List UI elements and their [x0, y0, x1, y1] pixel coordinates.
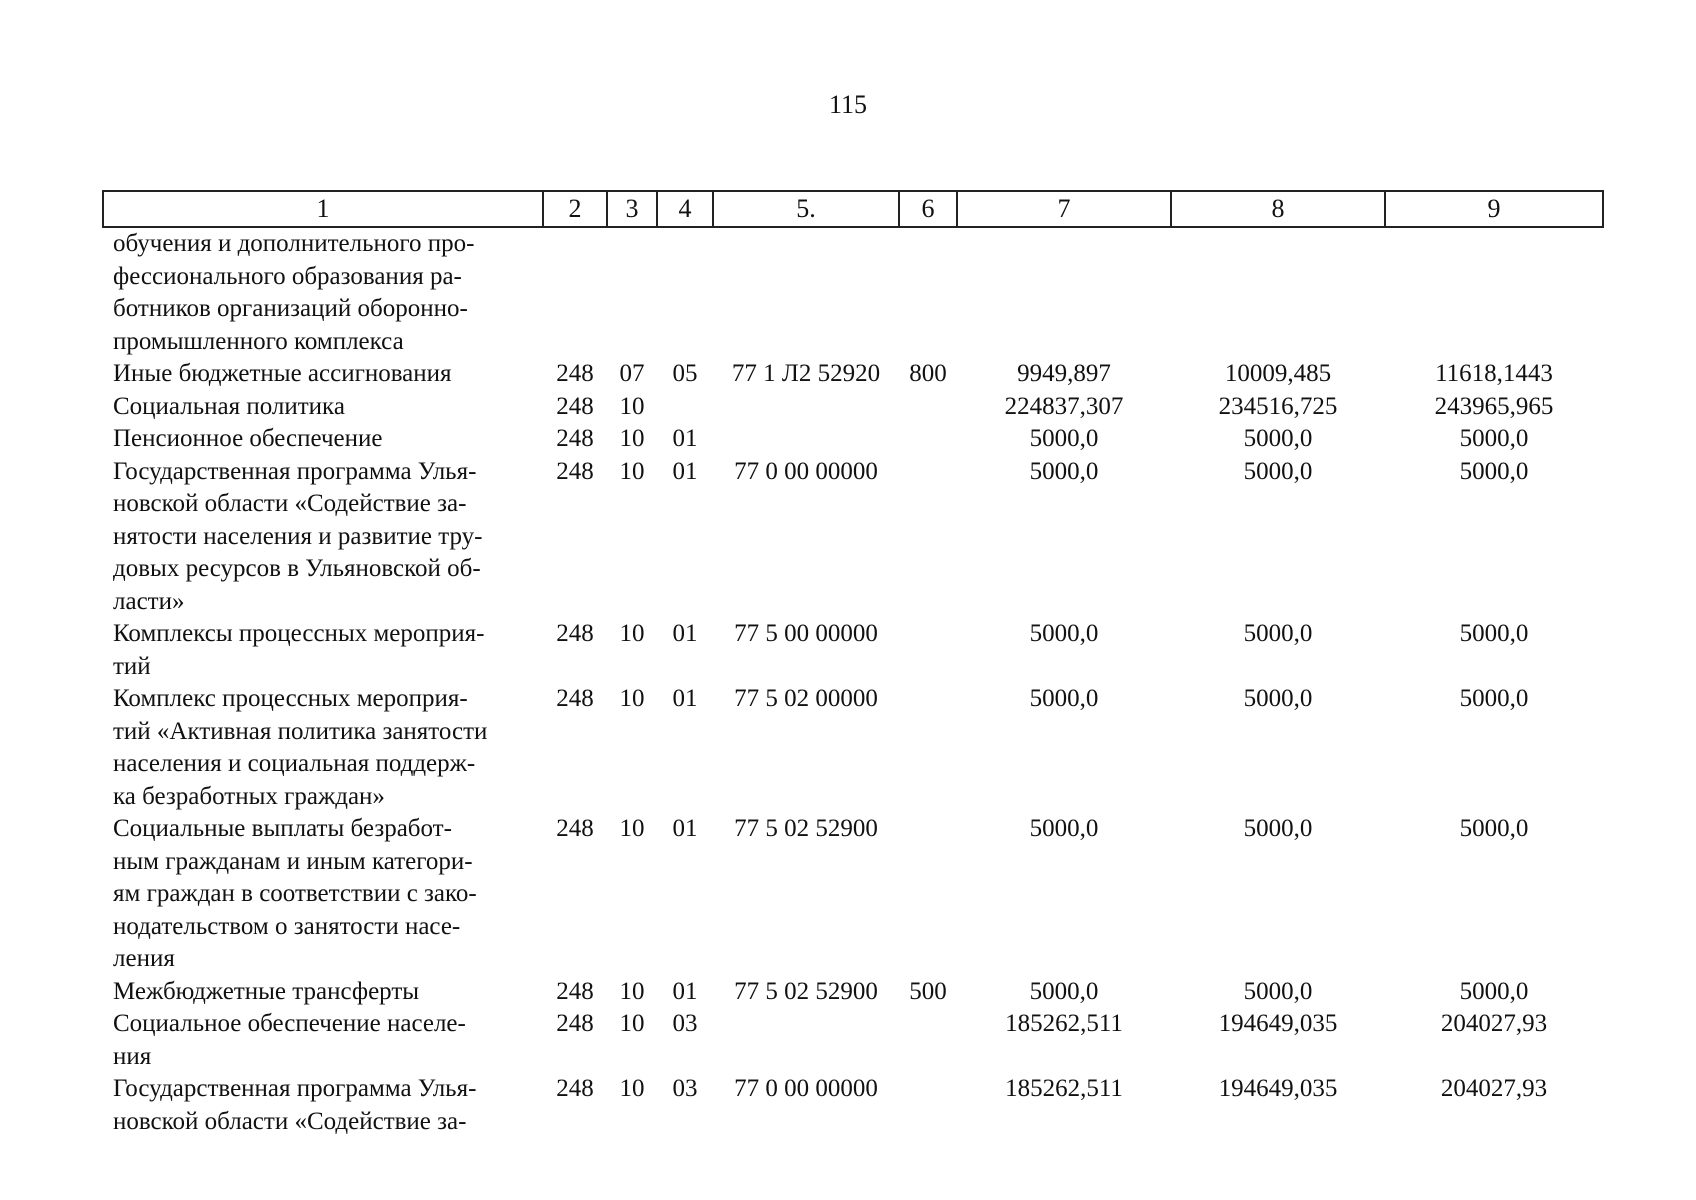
- table-row: [103, 683, 1603, 813]
- row-name-line: тий «Активная политика занятости: [113, 717, 488, 745]
- ministry-code-cell: 248: [556, 392, 594, 420]
- amount-col7-cell: 224837,307: [1004, 392, 1124, 420]
- table-row: [103, 456, 1603, 619]
- expense-type-cell: [899, 423, 957, 456]
- amount-col9-cell: 204027,93: [1440, 1075, 1548, 1102]
- section-code-cell: 10: [619, 977, 645, 1005]
- amount-col9-cell: 5000,0: [1459, 425, 1529, 452]
- amount-col7-cell: 5000,0: [1029, 685, 1099, 712]
- subsection-code-cell: 01: [672, 685, 698, 712]
- section-code-cell: [607, 227, 657, 358]
- table-row: [103, 1073, 1603, 1138]
- expense-type-cell: 500: [909, 977, 947, 1005]
- section-code-cell: 10: [619, 392, 645, 420]
- section-code-cell: 10: [619, 1075, 645, 1102]
- amount-col8-cell: 5000,0: [1243, 685, 1313, 712]
- header-col-3: 3: [607, 191, 657, 227]
- row-name-line: обучения и дополнительного про-: [113, 230, 475, 257]
- row-name-cell: [103, 1008, 543, 1073]
- subsection-code-cell: 03: [672, 1010, 698, 1037]
- row-name-line: Межбюджетные трансферты: [113, 977, 420, 1005]
- row-name-cell: [103, 813, 543, 976]
- row-name-cell: [103, 683, 543, 813]
- target-article-cell: [713, 227, 899, 358]
- section-code-cell: 10: [619, 815, 645, 842]
- subsection-code-cell: 05: [672, 360, 698, 387]
- subsection-code-cell: 01: [672, 815, 698, 842]
- expense-type-cell: [899, 1073, 957, 1138]
- target-article-cell: [713, 1008, 899, 1073]
- amount-col9-cell: 11618,1443: [1435, 360, 1553, 387]
- row-name-line: Государственная программа Улья-: [113, 457, 477, 485]
- expense-type-cell: [899, 1008, 957, 1073]
- expense-type-cell: [899, 456, 957, 619]
- amount-col8-cell: 194649,035: [1218, 1010, 1338, 1037]
- row-name-line: населения и социальная поддерж-: [113, 750, 476, 777]
- table-row: [103, 618, 1603, 683]
- section-code-cell: 07: [619, 360, 645, 387]
- target-article-cell: 77 5 02 00000: [734, 685, 878, 712]
- amount-col9-cell: 5000,0: [1459, 620, 1529, 647]
- amount-col7-cell: 5000,0: [1029, 457, 1099, 485]
- row-name-line: ным гражданам и иным категори-: [113, 847, 473, 875]
- row-name-line: новской области «Содействие за-: [113, 490, 467, 517]
- header-col-7: 7: [957, 191, 1171, 227]
- header-col-4: 4: [657, 191, 713, 227]
- ministry-code-cell: 248: [556, 620, 594, 647]
- row-name-cell: [103, 1073, 543, 1138]
- amount-col7-cell: 9949,897: [1017, 360, 1111, 387]
- table-row: [103, 227, 1603, 358]
- row-name-cell: [103, 618, 543, 683]
- subsection-code-cell: [657, 227, 713, 358]
- subsection-code-cell: 03: [672, 1075, 698, 1102]
- table-row: [103, 423, 1603, 456]
- target-article-cell: [713, 391, 899, 424]
- section-code-cell: 10: [619, 457, 645, 485]
- row-name-line: Социальные выплаты безработ-: [113, 815, 452, 842]
- budget-table: [102, 190, 1602, 1138]
- header-col-8: 8: [1171, 191, 1385, 227]
- row-name-line: фессионального образования ра-: [113, 262, 462, 290]
- ministry-code-cell: 248: [556, 425, 594, 452]
- row-name-line: Социальное обеспечение населе-: [113, 1010, 466, 1037]
- amount-col9-cell: 204027,93: [1440, 1010, 1548, 1037]
- section-code-cell: 10: [619, 1010, 645, 1037]
- target-article-cell: 77 5 02 52900: [734, 815, 878, 842]
- row-name-line: нятости населения и развитие тру-: [113, 522, 483, 550]
- expense-type-cell: [899, 227, 957, 358]
- header-col-6: 6: [899, 191, 957, 227]
- amount-col8-cell: 5000,0: [1243, 977, 1313, 1005]
- row-name-line: нодательством о занятости насе-: [113, 912, 461, 940]
- header-col-9: 9: [1385, 191, 1603, 227]
- table-row: [103, 391, 1603, 424]
- amount-col8-cell: 234516,725: [1218, 392, 1338, 420]
- target-article-cell: 77 0 00 00000: [734, 457, 878, 485]
- table-row: [103, 813, 1603, 976]
- section-code-cell: 10: [619, 685, 645, 712]
- table-row: [103, 1008, 1603, 1073]
- row-name-cell: [103, 976, 543, 1009]
- amount-col8-cell: 5000,0: [1243, 457, 1313, 485]
- amount-col7-cell: 5000,0: [1029, 815, 1099, 842]
- amount-col8-cell: 5000,0: [1243, 815, 1313, 842]
- amount-col9-cell: 5000,0: [1459, 457, 1529, 485]
- amount-col9-cell: 5000,0: [1459, 685, 1529, 712]
- row-name-line: новской области «Содействие за-: [113, 1107, 467, 1135]
- amount-col8-cell: [1171, 227, 1385, 358]
- row-name-line: Государственная программа Улья-: [113, 1075, 477, 1102]
- subsection-code-cell: 01: [672, 457, 698, 485]
- amount-col7-cell: 185262,511: [1005, 1075, 1123, 1102]
- expense-type-cell: 800: [909, 360, 947, 387]
- row-name-cell: [103, 227, 543, 358]
- amount-col7-cell: 185262,511: [1005, 1010, 1123, 1037]
- column-number-header: [103, 191, 1603, 227]
- ministry-code-cell: 248: [556, 815, 594, 842]
- row-name-line: ления: [113, 945, 175, 972]
- amount-col8-cell: 194649,035: [1218, 1075, 1338, 1102]
- amount-col9-cell: 5000,0: [1459, 977, 1529, 1005]
- row-name-cell: [103, 456, 543, 619]
- ministry-code-cell: 248: [556, 1075, 594, 1102]
- table-row: [103, 358, 1603, 391]
- header-col-5: 5.: [713, 191, 899, 227]
- row-name-line: Пенсионное обеспечение: [113, 425, 383, 452]
- ministry-code-cell: 248: [556, 1010, 594, 1037]
- expense-type-cell: [899, 391, 957, 424]
- amount-col7-cell: 5000,0: [1029, 620, 1099, 647]
- row-name-line: Иные бюджетные ассигнования: [113, 360, 452, 387]
- row-name-line: довых ресурсов в Ульяновской об-: [113, 555, 481, 582]
- expense-type-cell: [899, 683, 957, 813]
- amount-col8-cell: 10009,485: [1224, 360, 1332, 387]
- row-name-line: ям граждан в соответствии с зако-: [113, 880, 477, 907]
- ministry-code-cell: 248: [556, 977, 594, 1005]
- row-name-line: тий: [113, 652, 151, 680]
- row-name-line: ния: [113, 1042, 152, 1070]
- row-name-line: ботников организаций оборонно-: [113, 295, 468, 322]
- header-col-2: 2: [543, 191, 607, 227]
- ministry-code-cell: 248: [556, 360, 594, 387]
- row-name-line: Социальная политика: [113, 392, 345, 420]
- amount-col9-cell: [1385, 227, 1603, 358]
- row-name-line: ка безработных граждан»: [113, 782, 385, 810]
- expense-type-cell: [899, 813, 957, 976]
- row-name-line: Комплексы процессных мероприя-: [113, 620, 485, 647]
- amount-col9-cell: 5000,0: [1459, 815, 1529, 842]
- ministry-code-cell: 248: [556, 457, 594, 485]
- row-name-line: Комплекс процессных мероприя-: [113, 685, 468, 712]
- amount-col7-cell: [957, 227, 1171, 358]
- subsection-code-cell: 01: [672, 620, 698, 647]
- section-code-cell: 10: [619, 425, 645, 452]
- header-col-1: 1: [103, 191, 543, 227]
- row-name-cell: [103, 391, 543, 424]
- section-code-cell: 10: [619, 620, 645, 647]
- table-row: [103, 976, 1603, 1009]
- amount-col9-cell: 243965,965: [1434, 392, 1554, 420]
- row-name-line: ласти»: [113, 587, 185, 615]
- ministry-code-cell: [543, 227, 607, 358]
- amount-col7-cell: 5000,0: [1029, 977, 1099, 1005]
- subsection-code-cell: 01: [672, 977, 698, 1005]
- subsection-code-cell: 01: [672, 425, 698, 452]
- target-article-cell: [713, 423, 899, 456]
- amount-col8-cell: 5000,0: [1243, 620, 1313, 647]
- amount-col7-cell: 5000,0: [1029, 425, 1099, 452]
- amount-col8-cell: 5000,0: [1243, 425, 1313, 452]
- page-number: 115: [828, 90, 868, 119]
- ministry-code-cell: 248: [556, 685, 594, 712]
- subsection-code-cell: [657, 391, 713, 424]
- target-article-cell: 77 5 02 52900: [734, 977, 878, 1005]
- target-article-cell: 77 1 Л2 52920: [731, 360, 881, 387]
- target-article-cell: 77 0 00 00000: [734, 1075, 878, 1102]
- row-name-cell: [103, 423, 543, 456]
- row-name-line: промышленного комплекса: [113, 327, 404, 355]
- table-body: [103, 227, 1603, 1138]
- row-name-cell: [103, 358, 543, 391]
- expense-type-cell: [899, 618, 957, 683]
- target-article-cell: 77 5 00 00000: [734, 620, 878, 647]
